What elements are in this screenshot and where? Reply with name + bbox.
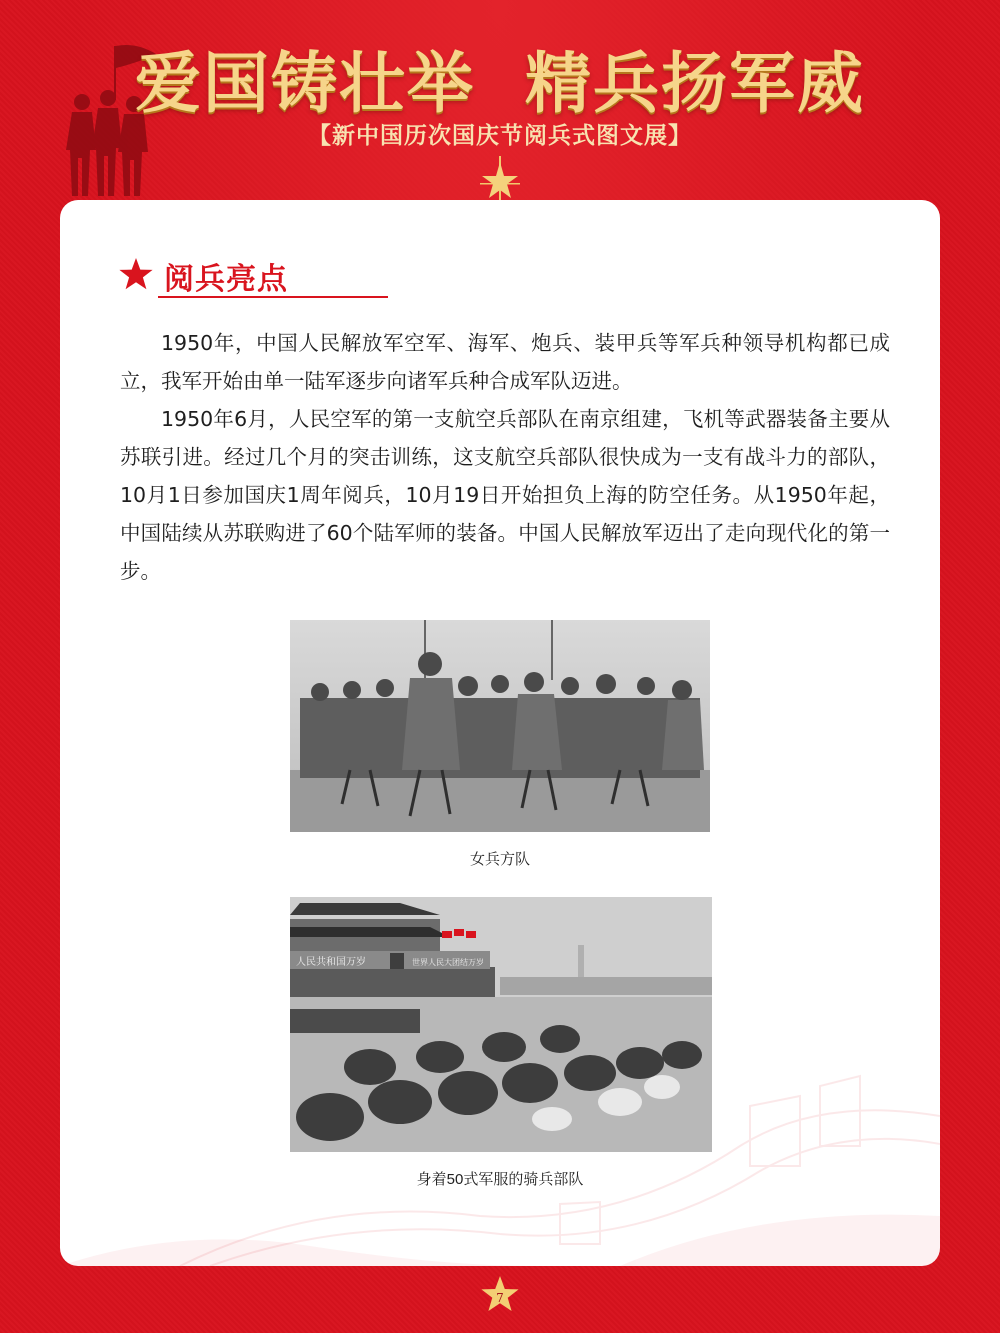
page-number: 7 <box>496 1291 504 1305</box>
paragraph-1: 1950年，中国人民解放军空军、海军、炮兵、装甲兵等军兵种领导机构都已成立，我军开始由单一陆军逐步向诸军兵种合成军队迈进。 <box>120 331 890 393</box>
caption-2: 身着50式军服的骑兵部队 <box>416 1171 584 1188</box>
red-star-icon <box>118 257 154 293</box>
content-card <box>60 200 940 1266</box>
caption-1: 女兵方队 <box>469 851 530 868</box>
photo-cavalry <box>290 897 712 1152</box>
section-title: 阅兵亮点 <box>164 263 288 296</box>
section-header <box>118 252 390 300</box>
photo-women-formation <box>290 620 710 832</box>
main-title: 爱国铸壮举 精兵扬军威 <box>135 44 865 122</box>
paragraph-2: 1950年6月，人民空军的第一支航空兵部队在南京组建，飞机等武器装备主要从苏联引进。经过几个月的突击训练，这支航空兵部队很快成为一支有战斗力的部队，10月1日参加国庆1周年阅兵，10月19日开始担负上海的防空任务。从1950年起，中国陆续从苏联购进了60个陆军师的装备。中国人民解放军迈出了走向现代化的第一步。 <box>120 407 890 583</box>
photo-banner-left: 人民共和国万岁 <box>296 957 366 968</box>
photo-banner-right: 世界人民大团结万岁 <box>412 958 484 967</box>
section-underline <box>158 296 388 298</box>
subtitle: 【新中国历次国庆节阅兵式图文展】 <box>308 122 692 149</box>
